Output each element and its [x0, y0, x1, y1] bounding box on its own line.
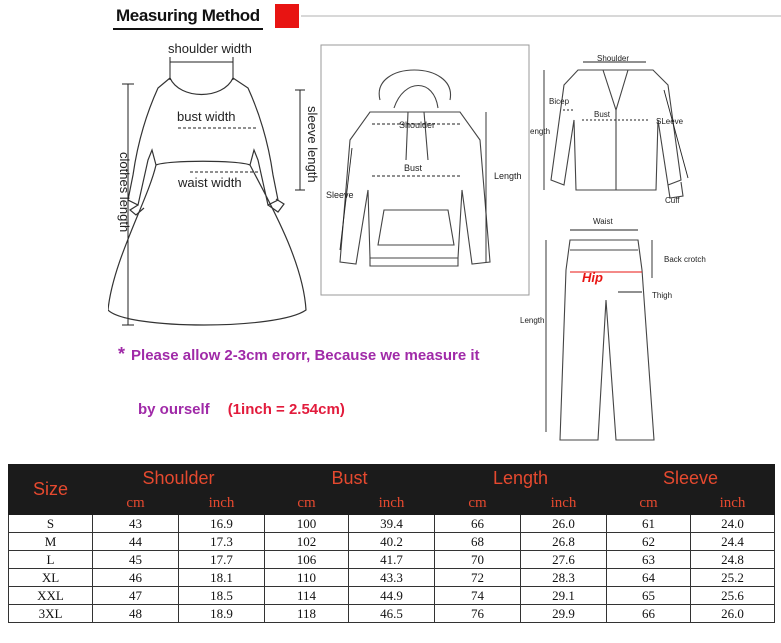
- unit-inch: inch: [179, 492, 265, 515]
- pants-waist-label: Waist: [593, 217, 613, 226]
- size-cell: XXL: [9, 587, 93, 605]
- sleeve-inch-cell: 24.8: [691, 551, 775, 569]
- bust-inch-cell: 43.3: [349, 569, 435, 587]
- sleeve-inch-cell: 26.0: [691, 605, 775, 623]
- table-row: [9, 587, 775, 605]
- unit-cm: cm: [93, 492, 179, 515]
- pants-back-crotch-label: Back crotch: [664, 255, 706, 264]
- pants-hip-label: Hip: [582, 270, 603, 285]
- sleeve-inch-cell: 24.4: [691, 533, 775, 551]
- shoulder-cm-cell: 45: [93, 551, 179, 569]
- unit-cm: cm: [435, 492, 521, 515]
- bust-inch-cell: 44.9: [349, 587, 435, 605]
- shoulder-cm-cell: 43: [93, 515, 179, 533]
- sleeve-cm-cell: 65: [607, 587, 691, 605]
- bust-cm-cell: 114: [265, 587, 349, 605]
- table-header-units: [9, 492, 775, 515]
- shirt-bicep-label: Bicep: [549, 97, 570, 106]
- page-title: Measuring Method: [113, 4, 263, 30]
- unit-cm: cm: [265, 492, 349, 515]
- dress-waist-label: waist width: [178, 175, 242, 190]
- unit-cm: cm: [607, 492, 691, 515]
- shirt-cuff-label: Cuff: [665, 196, 680, 205]
- bust-inch-cell: 40.2: [349, 533, 435, 551]
- shirt-shoulder-label: Shoulder: [597, 54, 630, 63]
- unit-inch: inch: [349, 492, 435, 515]
- hoodie-bust-label: Bust: [404, 163, 423, 173]
- bust-cm-cell: 100: [265, 515, 349, 533]
- bust-cm-cell: 102: [265, 533, 349, 551]
- length-inch-cell: 29.9: [521, 605, 607, 623]
- length-inch-cell: 27.6: [521, 551, 607, 569]
- hoodie-hood-inner: [394, 86, 438, 109]
- table-row: [9, 569, 775, 587]
- shoulder-cm-cell: 46: [93, 569, 179, 587]
- hoodie-sleeve-label: Sleeve: [326, 190, 354, 200]
- bust-header: Bust: [265, 465, 435, 492]
- length-cm-cell: 74: [435, 587, 521, 605]
- dress-waist-seam: [156, 161, 250, 165]
- shoulder-inch-cell: 16.9: [179, 515, 265, 533]
- unit-inch: inch: [691, 492, 775, 515]
- size-cell: XL: [9, 569, 93, 587]
- note-text-1: Please allow 2-3cm erorr, Because we measure it: [131, 347, 480, 364]
- length-inch-cell: 29.1: [521, 587, 607, 605]
- bust-cm-cell: 118: [265, 605, 349, 623]
- size-cell: 3XL: [9, 605, 93, 623]
- dress-length-label: clothes length: [117, 152, 132, 233]
- pants-illustration: [560, 240, 654, 440]
- table-row: [9, 533, 775, 551]
- shirt-length-label: ength: [530, 127, 551, 136]
- dress-measure-lines: [122, 57, 305, 325]
- hoodie-shoulder-label: Shoulder: [399, 120, 436, 130]
- length-header: Length: [435, 465, 607, 492]
- dress-shoulder-label: shoulder width: [168, 41, 252, 56]
- shoulder-cm-cell: 48: [93, 605, 179, 623]
- size-header: Size: [9, 465, 93, 515]
- length-inch-cell: 26.8: [521, 533, 607, 551]
- shoulder-inch-cell: 18.1: [179, 569, 265, 587]
- hoodie-length-label: Length: [494, 171, 522, 181]
- note-star: *: [118, 344, 126, 364]
- note-text-2: by ourself: [138, 401, 210, 418]
- length-cm-cell: 76: [435, 605, 521, 623]
- shoulder-inch-cell: 17.7: [179, 551, 265, 569]
- bust-cm-cell: 106: [265, 551, 349, 569]
- shoulder-header: Shoulder: [93, 465, 265, 492]
- size-table: [8, 464, 775, 623]
- hoodie-measure-lines: [340, 112, 486, 262]
- shoulder-cm-cell: 47: [93, 587, 179, 605]
- shoulder-inch-cell: 18.5: [179, 587, 265, 605]
- sleeve-inch-cell: 25.2: [691, 569, 775, 587]
- sleeve-cm-cell: 66: [607, 605, 691, 623]
- size-cell: M: [9, 533, 93, 551]
- pants-thigh-label: Thigh: [652, 291, 673, 300]
- sleeve-inch-cell: 25.6: [691, 587, 775, 605]
- shoulder-inch-cell: 17.3: [179, 533, 265, 551]
- pants-outline: [560, 240, 654, 440]
- sleeve-cm-cell: 63: [607, 551, 691, 569]
- note-line-1: [118, 344, 480, 365]
- bust-cm-cell: 110: [265, 569, 349, 587]
- dress-sleeve-label: sleeve length: [305, 106, 320, 183]
- sleeve-cm-cell: 61: [607, 515, 691, 533]
- length-inch-cell: 26.0: [521, 515, 607, 533]
- shirt-collar: [603, 70, 628, 110]
- note-line-2: [138, 401, 345, 418]
- length-cm-cell: 72: [435, 569, 521, 587]
- table-row: [9, 605, 775, 623]
- hoodie-pocket: [378, 210, 454, 245]
- measuring-method-panel: [108, 0, 781, 446]
- shirt-sleeve-label: SLeeve: [656, 117, 684, 126]
- hoodie-body: [340, 112, 490, 264]
- measurement-illustrations: [108, 0, 781, 446]
- length-cm-cell: 66: [435, 515, 521, 533]
- size-cell: S: [9, 515, 93, 533]
- shirt-illustration: [551, 70, 683, 198]
- dress-bust-label: bust width: [177, 109, 236, 124]
- length-cm-cell: 68: [435, 533, 521, 551]
- length-inch-cell: 28.3: [521, 569, 607, 587]
- hoodie-hem: [370, 258, 458, 266]
- table-header-top: [9, 465, 775, 492]
- shoulder-cm-cell: 44: [93, 533, 179, 551]
- sleeve-inch-cell: 24.0: [691, 515, 775, 533]
- shoulder-inch-cell: 18.9: [179, 605, 265, 623]
- shirt-bust-label: Bust: [594, 110, 611, 119]
- unit-inch: inch: [521, 492, 607, 515]
- bust-inch-cell: 41.7: [349, 551, 435, 569]
- bust-inch-cell: 39.4: [349, 515, 435, 533]
- sleeve-cm-cell: 62: [607, 533, 691, 551]
- bust-inch-cell: 46.5: [349, 605, 435, 623]
- sleeve-cm-cell: 64: [607, 569, 691, 587]
- size-cell: L: [9, 551, 93, 569]
- table-row: [9, 515, 775, 533]
- pants-length-label: Length: [520, 316, 545, 325]
- length-cm-cell: 70: [435, 551, 521, 569]
- table-row: [9, 551, 775, 569]
- note-conversion: (1inch = 2.54cm): [227, 401, 345, 418]
- hoodie-hood: [379, 70, 450, 100]
- sleeve-header: Sleeve: [607, 465, 775, 492]
